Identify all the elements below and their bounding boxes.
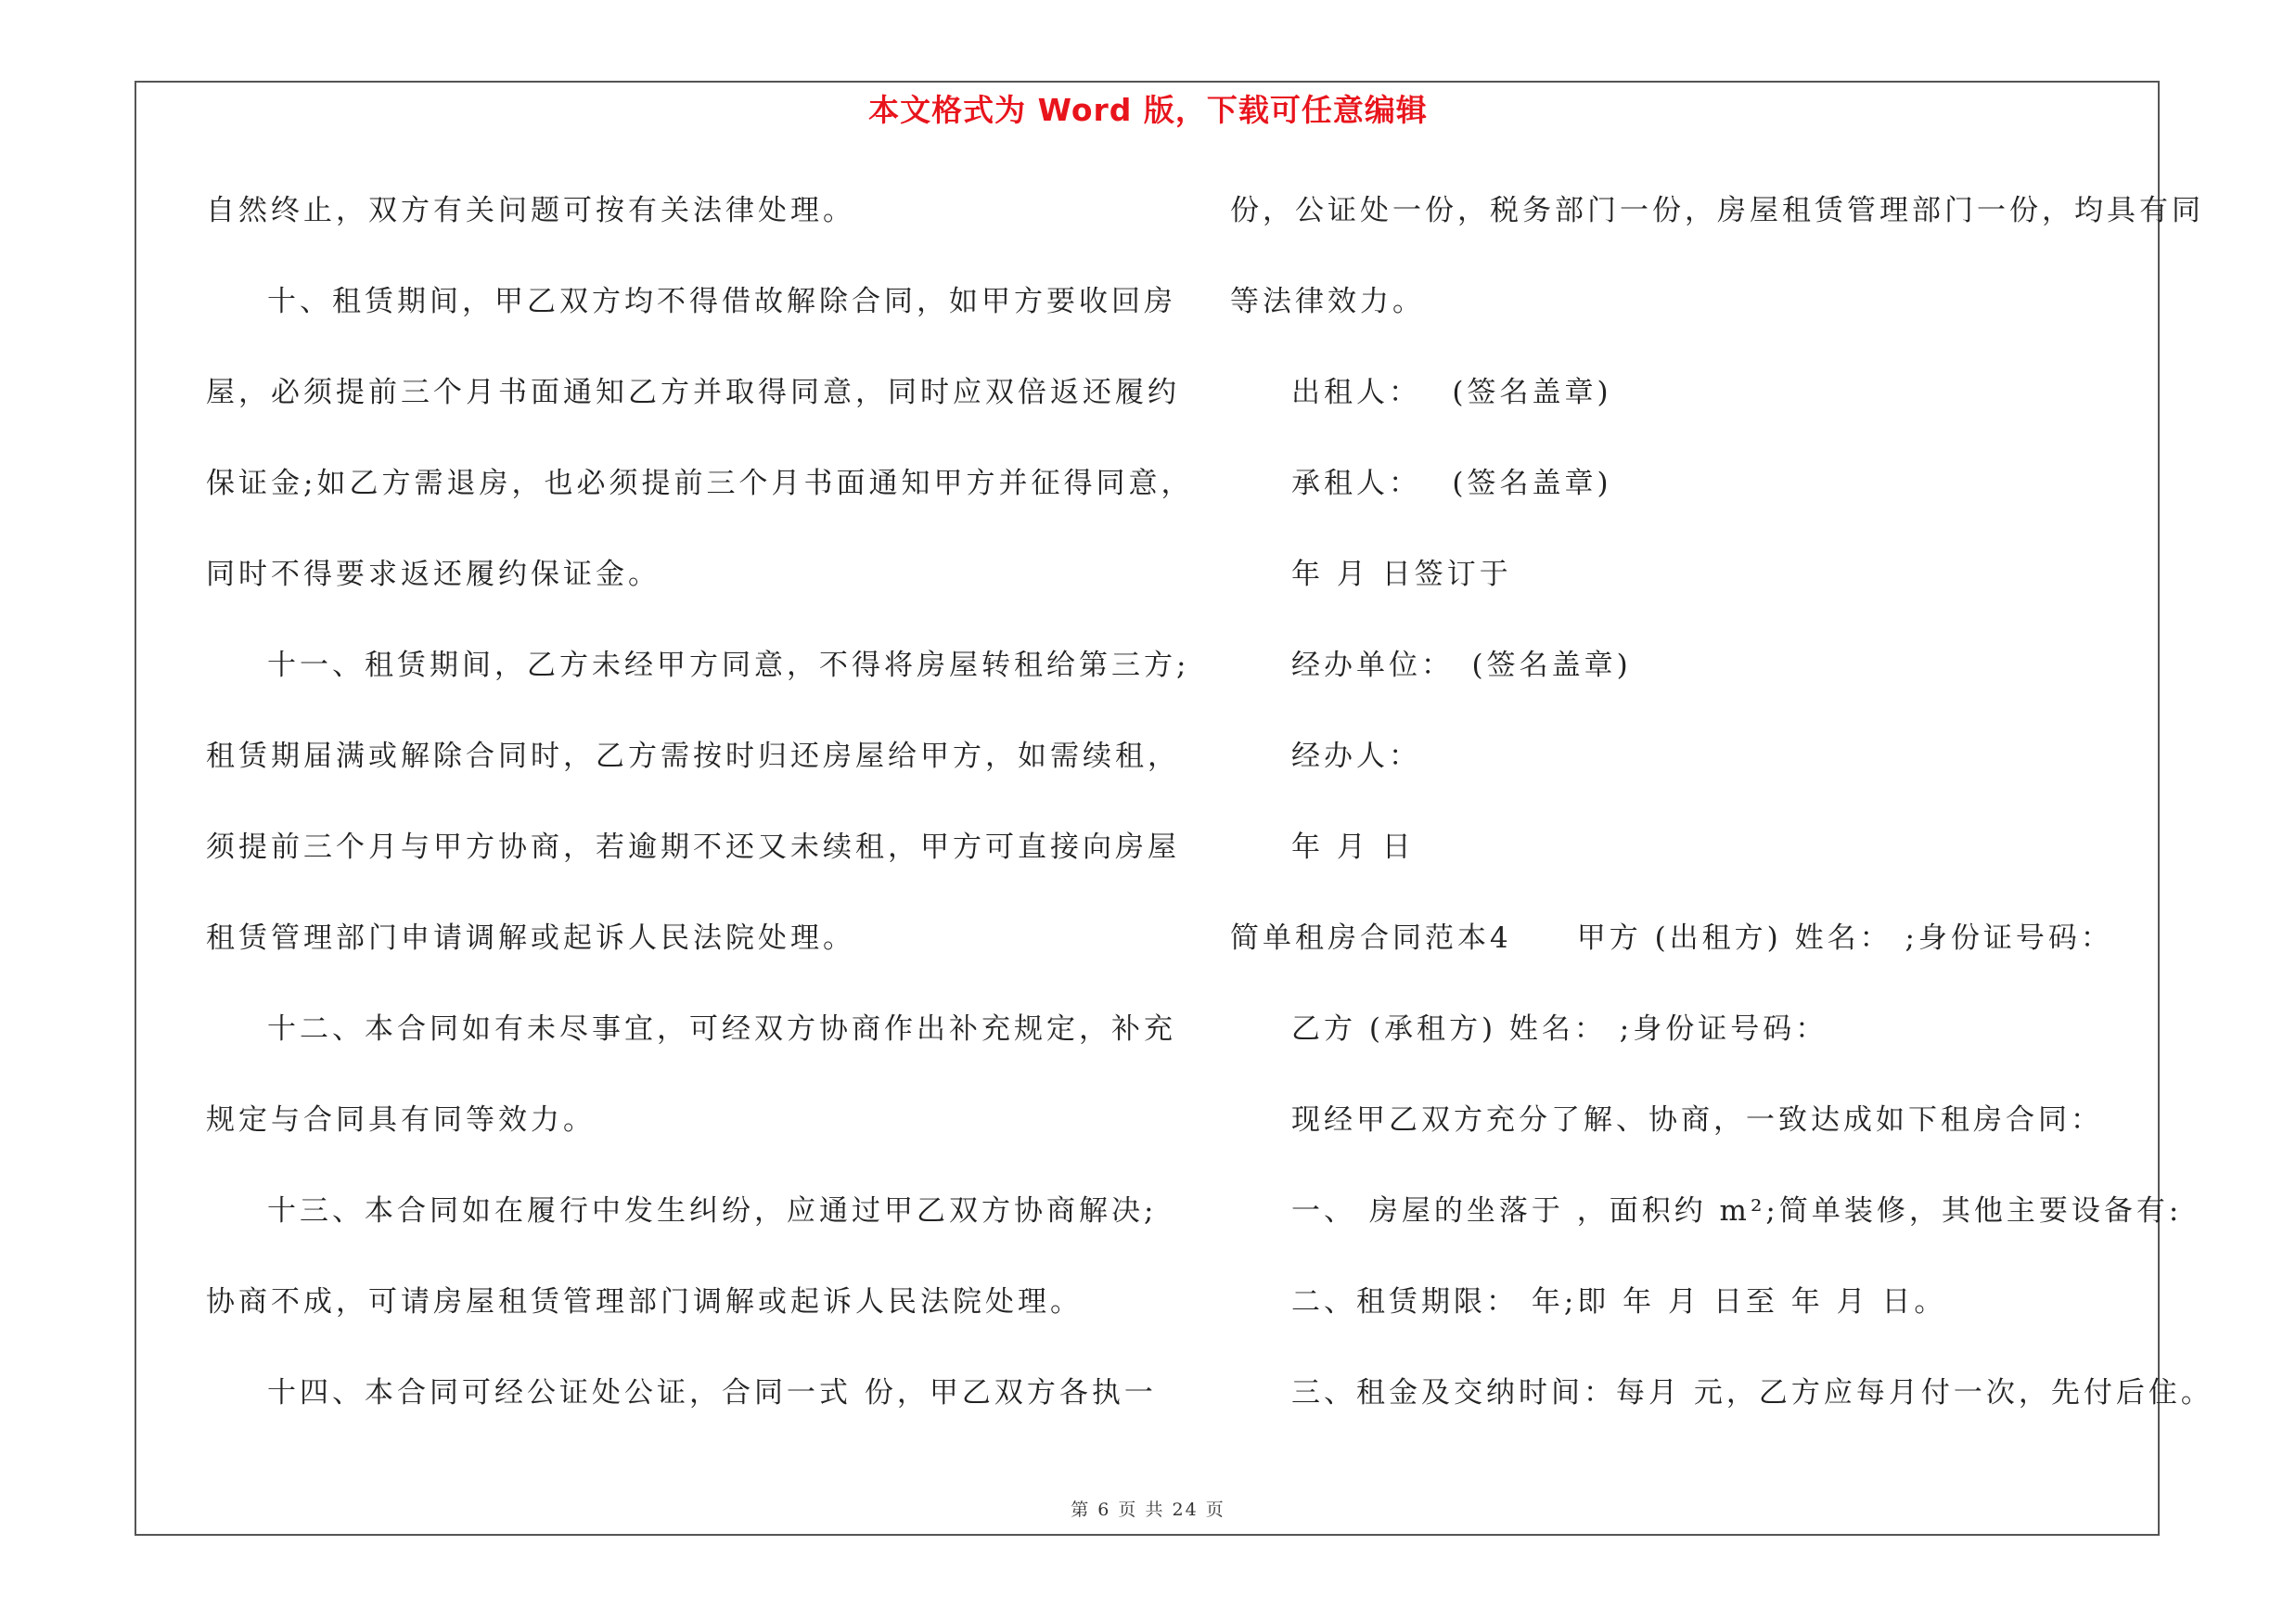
clause-2-term: 二、租赁期限： 年;即 年 月 日至 年 月 日。: [1291, 1285, 1947, 1319]
agent-date: 年 月 日: [1291, 831, 1415, 864]
text-line: 租赁管理部门申请调解或起诉人民法院处理。: [206, 921, 855, 955]
text-line: 同时不得要求返还履约保证金。: [206, 558, 661, 591]
text-line: 自然终止，双方有关问题可按有关法律处理。: [206, 194, 855, 227]
text-line: 须提前三个月与甲方协商，若逾期不还又未续租，甲方可直接向房屋: [206, 831, 1180, 864]
clause-12-start: 十二、本合同如有未尽事宜，可经双方协商作出补充规定，补充: [267, 1012, 1176, 1046]
text-line: 屋，必须提前三个月书面通知乙方并取得同意，同时应双倍返还履约: [206, 376, 1180, 409]
format-banner: 本文格式为 Word 版，下载可任意编辑: [868, 92, 1428, 128]
lessee-signature: 承租人： (签名盖章): [1291, 467, 1612, 500]
left-column: [206, 182, 1194, 1455]
clause-13-start: 十三、本合同如在履行中发生纠纷，应通过甲乙双方协商解决;: [267, 1194, 1158, 1228]
text-line: 保证金;如乙方需退房，也必须提前三个月书面通知甲方并征得同意，: [206, 467, 1194, 500]
clause-3-rent: 三、租金及交纳时间：每月 元，乙方应每月付一次，先付后住。: [1291, 1376, 2213, 1410]
signing-date: 年 月 日签订于: [1291, 558, 1512, 591]
text-line: 等法律效力。: [1230, 285, 1425, 318]
agent-line: 经办人：: [1291, 740, 1421, 773]
text-line: 规定与合同具有同等效力。: [206, 1103, 596, 1137]
clause-14-start: 十四、本合同可经公证处公证，合同一式 份，甲乙双方各执一: [267, 1376, 1157, 1410]
contract-template-heading: 简单租房合同范本4 甲方 (出租方) 姓名： ;身份证号码：: [1230, 921, 2113, 955]
text-line: 租赁期届满或解除合同时，乙方需按时归还房屋给甲方，如需续租，: [206, 740, 1180, 773]
agency-signature: 经办单位： (签名盖章): [1291, 649, 1632, 682]
clause-11-start: 十一、租赁期间，乙方未经甲方同意，不得将房屋转租给第三方;: [267, 649, 1190, 682]
page-number: 第 6 页 共 24 页: [1071, 1500, 1225, 1520]
clause-1-location: 一、 房屋的坐落于 ，面积约 m²;简单装修，其他主要设备有:: [1291, 1194, 2183, 1228]
text-line: 协商不成，可请房屋租赁管理部门调解或起诉人民法院处理。: [206, 1285, 1083, 1319]
agreement-intro: 现经甲乙双方充分了解、协商，一致达成如下租房合同：: [1291, 1103, 2103, 1137]
right-column: [1230, 182, 2213, 1455]
lessor-signature: 出租人： (签名盖章): [1291, 376, 1612, 409]
clause-10-start: 十、租赁期间，甲乙双方均不得借故解除合同，如甲方要收回房: [267, 285, 1176, 318]
party-b-line: 乙方 (承租方) 姓名： ;身份证号码：: [1291, 1012, 1828, 1046]
text-line: 份，公证处一份，税务部门一份，房屋租赁管理部门一份，均具有同: [1230, 194, 2204, 227]
